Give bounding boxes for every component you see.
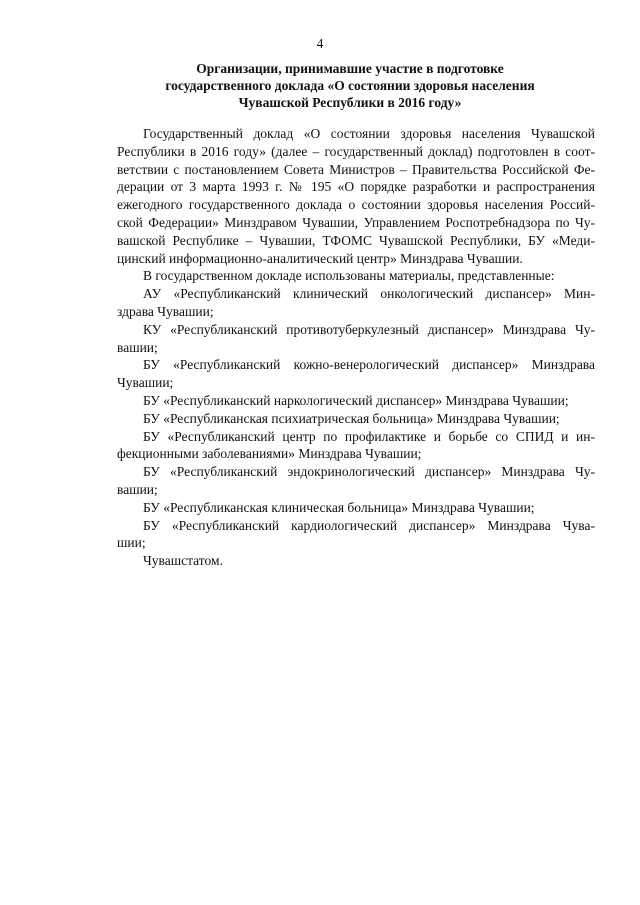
body-line: БУ «Республиканский кожно-венерологический диспансер» Минздрава — [143, 357, 595, 373]
body-line: вашии; — [117, 481, 158, 497]
body-line: БУ «Республиканский кардиологический диспансер» Минздрава Чува- — [143, 517, 595, 533]
body-line: ежегодного государственного доклада о состоянии здоровья населения Россий- — [117, 197, 595, 213]
body-line: Государственный доклад «О состоянии здоровья населения Чувашской — [143, 126, 595, 141]
body-line: здрава Чувашии; — [117, 303, 214, 319]
document-heading — [100, 60, 600, 111]
body-line: шии; — [117, 535, 146, 551]
body-line: вашской Республике – Чувашии, ТФОМС Чувашской Республики, БУ «Меди- — [117, 232, 595, 248]
body-line: БУ «Республиканский эндокринологический диспансер» Минздрава Чу- — [143, 464, 595, 480]
body-text — [117, 125, 595, 570]
body-line: БУ «Республиканская психиатрическая больница» Минздрава Чувашии; — [143, 410, 560, 426]
body-line: Чувашстатом. — [143, 553, 223, 569]
body-line: ветствии с постановлением Совета Министров – Правительства Российской Фе- — [117, 161, 595, 177]
body-line: цинский информационно-аналитический центр» Минздрава Чувашии. — [117, 250, 523, 266]
body-line: фекционными заболеваниями» Минздрава Чувашии; — [117, 446, 422, 462]
body-line: вашии; — [117, 339, 158, 355]
body-line: дерации от 3 марта 1993 г. № 195 «О порядке разработки и распространения — [117, 179, 595, 195]
body-line: Республики в 2016 году» (далее – государственный доклад) подготовлен в соот- — [117, 143, 595, 159]
page-number: 4 — [316, 36, 324, 51]
body-line: Чувашии; — [117, 375, 174, 391]
body-line: БУ «Республиканский центр по профилактике и борьбе со СПИД и ин- — [143, 428, 595, 444]
heading-line: Организации, принимавшие участие в подготовке — [196, 61, 504, 76]
body-line: БУ «Республиканская клиническая больница» Минздрава Чувашии; — [143, 499, 535, 515]
heading-line: Чувашской Республики в 2016 году» — [238, 95, 462, 110]
heading-line: государственного доклада «О состоянии здоровья населения — [165, 78, 535, 93]
body-line: КУ «Республиканский противотуберкулезный диспансер» Минздрава Чу- — [143, 321, 595, 337]
body-line: В государственном докладе использованы материалы, представленные: — [143, 268, 555, 284]
body-line: ской Федерации» Минздравом Чувашии, Управлением Роспотребнадзора по Чу- — [117, 214, 595, 230]
body-line: АУ «Республиканский клинический онкологический диспансер» Мин- — [143, 286, 595, 302]
body-line: БУ «Республиканский наркологический диспансер» Минздрава Чувашии; — [143, 392, 569, 408]
